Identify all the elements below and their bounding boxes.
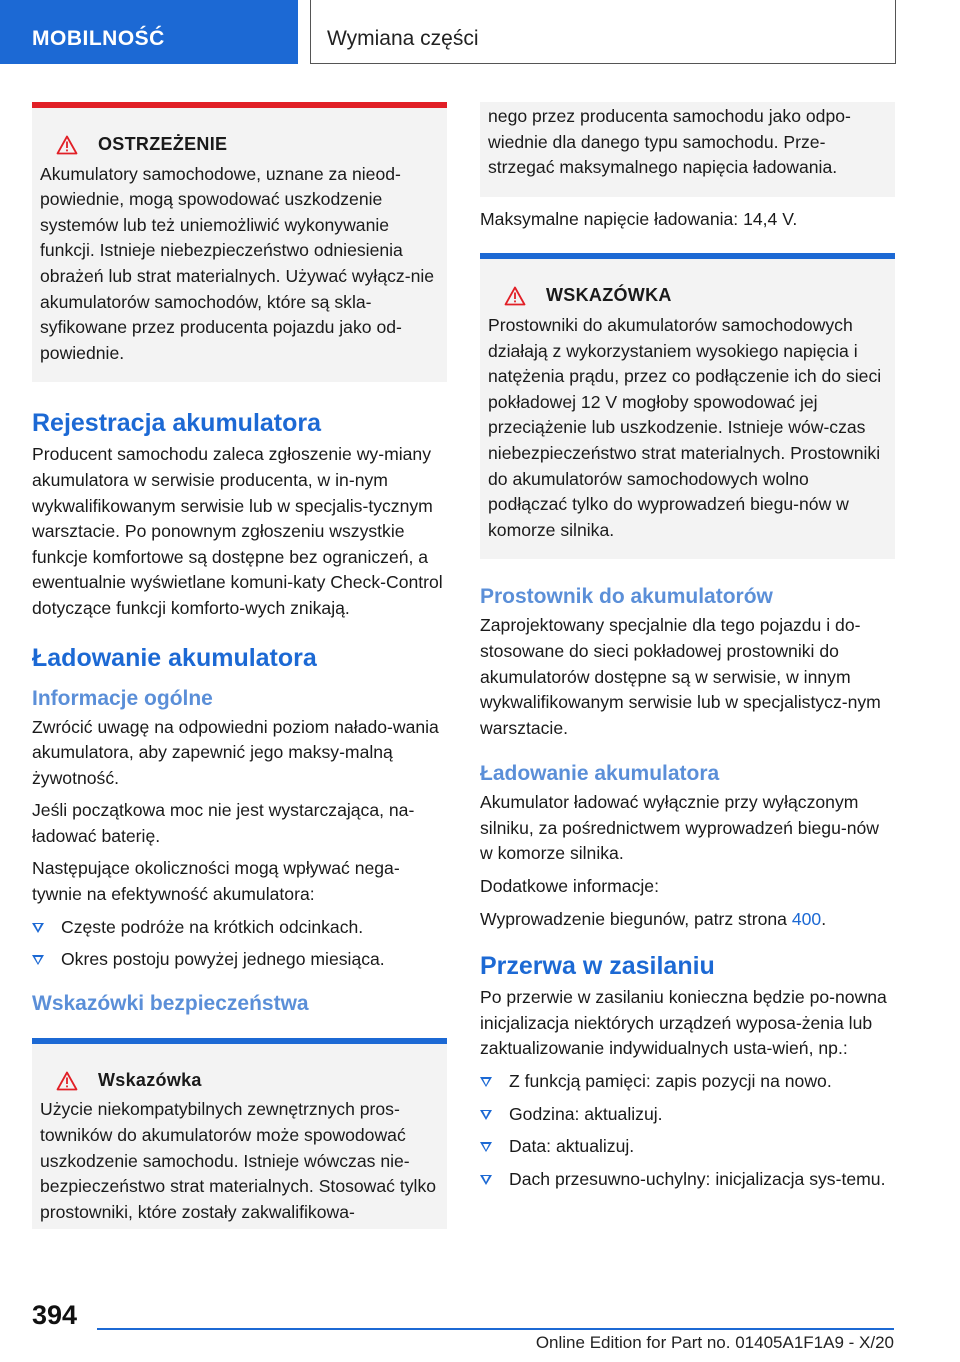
general-info-p1: Zwrócić uwagę na odpowiedni poziom nałado-wania akumulatora, aby zapewnić jego maksy-malną żywotność.: [32, 716, 439, 788]
page-number: 394: [32, 1300, 78, 1330]
right-charging-heading: Ładowanie akumulatora: [480, 762, 720, 786]
reset-list: [480, 1069, 895, 1192]
page-reference-link[interactable]: 400: [791, 908, 822, 929]
bullet-triangle-icon: [480, 1175, 492, 1185]
warning-text: Akumulatory samochodowe, uznane za nieod-powiednie, mogą spowodować uszkodzenie systemów lub też uniemożliwić wykonywanie funkcji. Istnieje niebezpieczeństwo odniesienia obrażeń lub strat materialnych. Używać wyłącz-nie akumulatorów samochodów, które są skla-syfikowane przez producenta pojazdu jako od-powiednie.: [40, 163, 435, 363]
registration-text: Producent samochodu zaleca zgłoszenie wy-miany akumulatora w serwisie producenta, w in-nym wykwalifikowanym serwisie lub w specjalis-tycznym warsztacie. Po ponownym zgłoszeniu wszystkie funkcje komfortowe są dostępne bez ograniczeń, a ewentualnie wyświetlane komuni-katy Check-Control dotyczące funkcji komforto-wych znikają.: [32, 444, 443, 618]
warning-triangle-icon: [504, 286, 526, 306]
warning-title: OSTRZEŻENIE: [98, 134, 228, 154]
power-interruption-text: Po przerwie w zasilaniu konieczna będzie po-nowna inicjalizacja niektórych urządzeń wyposa-żenia lub zaktualizowanie indywidualnych usta-wień, np.:: [480, 987, 887, 1059]
max-voltage-text: Maksymalne napięcie ładowania: 14,4 V.: [480, 208, 798, 229]
safety-note-continued-text: nego przez producenta samochodu jako odpo-wiednie dla danego typu samochodu. Prze-strzegać maksymalnego napięcia ładowania.: [488, 106, 851, 178]
general-info-p3: Następujące okoliczności mogą wpływać nega-tywnie na efektywność akumulatora:: [32, 858, 400, 905]
general-info-p2: Jeśli początkowa moc nie jest wystarczająca, na-ładować baterię.: [32, 800, 415, 846]
safety-note-continued-box: [480, 102, 895, 197]
bullet-triangle-icon: [32, 923, 44, 933]
safety-note-box: [32, 1038, 447, 1230]
safety-note-text: Użycie niekompatybilnych zewnętrznych pros-towników do akumulatorów może spowodować uszkodzenie samochodu. Istnieje wówczas nie-bezpieczeństwo strat materialnych. Stosować tylko prostowniki, które zostały zakwalifikowa-: [40, 1099, 437, 1222]
bullet-triangle-icon: [480, 1077, 492, 1087]
bullet-triangle-icon: [480, 1142, 492, 1152]
hint-title-row: [488, 283, 887, 309]
right-column: [480, 102, 895, 1199]
warning-title-row: [40, 132, 439, 158]
charger-text: Zaprojektowany specjalnie dla tego pojazdu i do-stosowane do sieci pokładowej prostowniki do akumulatorów dostępne są w serwisie, w innym wykwalifikowanym serwisie lub w specjalistycz-nym warsztacie.: [480, 615, 881, 738]
list-item: Data: aktualizuj.: [480, 1134, 895, 1160]
bullet-triangle-icon: [32, 955, 44, 965]
warning-box: [32, 102, 447, 382]
list-item: Z funkcją pamięci: zapis pozycji na nowo.: [480, 1069, 895, 1095]
registration-heading: Rejestracja akumulatora: [32, 409, 322, 438]
footer-divider: [97, 1328, 894, 1330]
hint-text: Prostowniki do akumulatorów samochodowych działają z wykorzystaniem wysokiego napięcia i natężenia prądu, przez co podłączenie ich do sieci pokładowej 12 V mogłoby spowodować jej przeciążenie lub uszkodzenie. Istnieje wów-czas niebezpieczeństwo strat materialnych. Prostowniki do akumulatorów samochodowych wolno podłączać tylko do wyprowadzeń biegu-nów w komorze silnika.: [488, 314, 882, 540]
warning-triangle-icon: [56, 135, 78, 155]
warning-triangle-icon: [56, 1071, 78, 1091]
safety-note-title-row: [40, 1068, 439, 1094]
list-item: Dach przesuwno-uchylny: inicjalizacja sys-temu.: [480, 1167, 895, 1193]
general-info-heading: Informacje ogólne: [32, 686, 213, 710]
list-item: Częste podróże na krótkich odcinkach.: [32, 915, 447, 941]
terminal-reference: Wyprowadzenie biegunów, patrz strona 400.: [480, 908, 827, 929]
safety-note-title: Wskazówka: [98, 1069, 202, 1090]
safety-heading: Wskazówki bezpieczeństwa: [32, 991, 309, 1015]
power-interruption-heading: Przerwa w zasilaniu: [480, 952, 715, 981]
edition-footer: Online Edition for Part no. 01405A1F1A9 - X/20: [535, 1333, 894, 1352]
charger-heading: Prostownik do akumulatorów: [480, 585, 773, 609]
list-item: Okres postoju powyżej jednego miesiąca.: [32, 947, 447, 973]
left-column: [32, 102, 447, 1229]
right-charging-text: Akumulator ładować wyłącznie przy wyłączonym silniku, za pośrednictwem wyprowadzeń biegu-nów w komorze silnika.: [480, 792, 879, 864]
chapter-title: Wymiana części: [310, 0, 896, 64]
list-item: Godzina: aktualizuj.: [480, 1102, 895, 1128]
hint-title: WSKAZÓWKA: [546, 285, 672, 306]
bullet-triangle-icon: [480, 1110, 492, 1120]
charging-heading: Ładowanie akumulatora: [32, 643, 317, 672]
additional-info-label: Dodatkowe informacje:: [480, 876, 659, 897]
hint-box: [480, 253, 895, 559]
section-tab: MOBILNOŚĆ: [0, 0, 298, 64]
efficiency-list: [32, 915, 447, 973]
